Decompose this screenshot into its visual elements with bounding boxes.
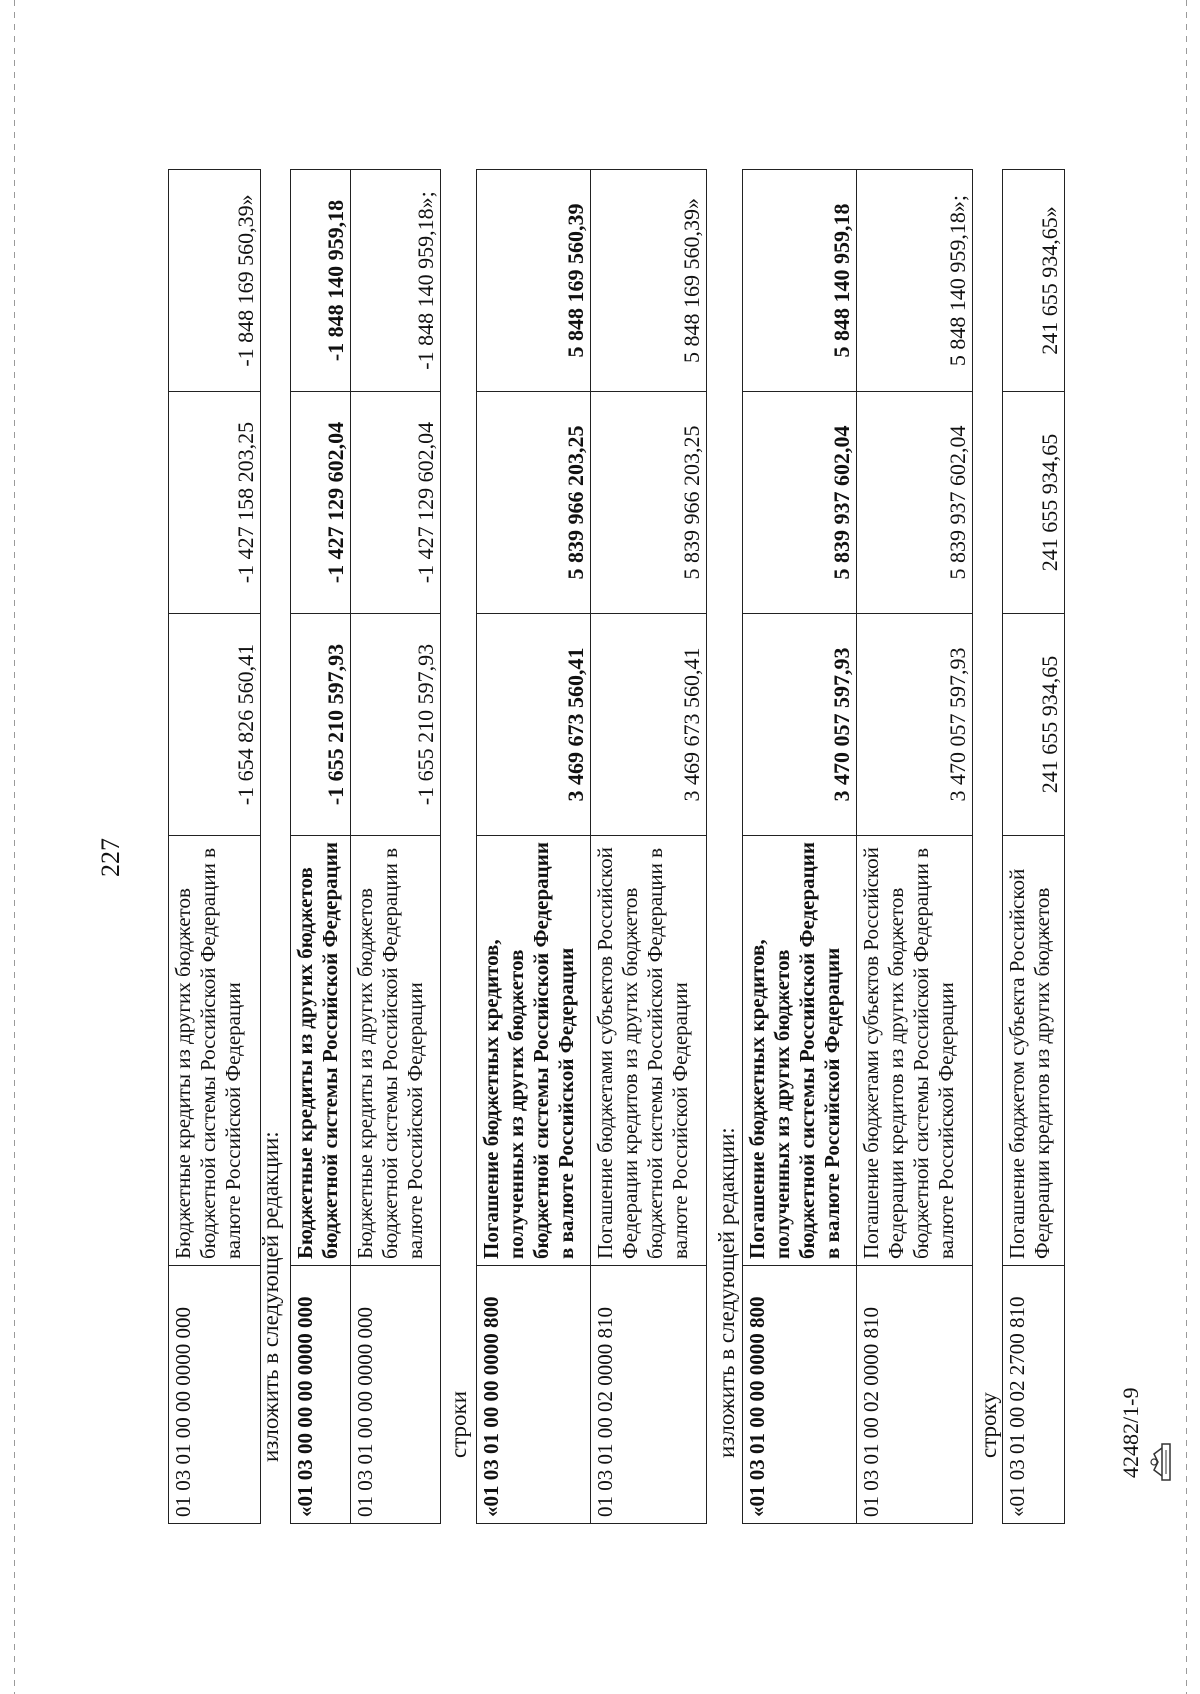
budget-item-name: Бюджетные кредиты из других бюджетов бюджетной системы Российской Федерации в валюте Российской Федерации [351,836,441,1266]
table-1 [168,169,261,1524]
amount-cell: -1 848 169 560,39» [169,170,261,392]
budget-item-name: Погашение бюджетами субъектов Российской Федерации кредитов из других бюджетов бюджетной системы Российской Федерации в валюте Российской Федерации [857,836,973,1266]
amount-cell: 5 839 966 203,25 [477,392,591,614]
budget-item-name: Погашение бюджетных кредитов, полученных из других бюджетов бюджетной системы Российской Федерации в валюте Российской Федерации [743,836,857,1266]
budget-code: 01 03 01 00 02 0000 810 [591,1266,707,1524]
instruction-text: изложить в следующей редакции: [258,1131,283,1462]
table-3 [476,169,707,1524]
instruction-text: строки [446,1390,471,1458]
budget-item-name: Погашение бюджетом субъекта Российской Федерации кредитов из других бюджетов [1003,836,1065,1266]
amount-cell: 5 848 140 959,18 [743,170,857,392]
amount-cell: 241 655 934,65» [1003,170,1065,392]
table-4 [742,169,973,1524]
amount-cell: -1 654 826 560,41 [169,614,261,836]
amount-cell: -1 427 158 203,25 [169,392,261,614]
budget-code: «01 03 01 00 00 0000 800 [477,1266,591,1524]
amount-cell: 5 839 966 203,25 [591,392,707,614]
table-row [743,170,857,1524]
amount-cell: 5 839 937 602,04 [857,392,973,614]
amount-cell: -1 427 129 602,04 [291,392,351,614]
amount-cell: 241 655 934,65 [1003,392,1065,614]
amount-cell: -1 427 129 602,04 [351,392,441,614]
budget-code: «01 03 01 00 02 2700 810 [1003,1266,1065,1524]
table-row [169,170,261,1524]
amount-cell: 241 655 934,65 [1003,614,1065,836]
instruction-text: изложить в следующей редакции: [714,1127,739,1458]
table-row [591,170,707,1524]
table-5 [1002,169,1065,1524]
budget-code: 01 03 01 00 00 0000 000 [351,1266,441,1524]
table-row [477,170,591,1524]
table-row [1003,170,1065,1524]
amount-cell: 3 470 057 597,93 [857,614,973,836]
amount-cell: 5 839 937 602,04 [743,392,857,614]
amount-cell: 3 470 057 597,93 [743,614,857,836]
amount-cell: -1 655 210 597,93 [291,614,351,836]
table-row [857,170,973,1524]
amount-cell: 3 469 673 560,41 [591,614,707,836]
table-2 [290,169,441,1524]
amount-cell: 5 848 169 560,39 [477,170,591,392]
budget-code: «01 03 01 00 00 0000 800 [743,1266,857,1524]
budget-item-name: Бюджетные кредиты из других бюджетов бюджетной системы Российской Федерации [291,836,351,1266]
instruction-text: строку [976,1392,1001,1458]
amount-cell: 5 848 169 560,39» [591,170,707,392]
amount-cell: 5 848 140 959,18»; [857,170,973,392]
budget-item-name: Погашение бюджетных кредитов, полученных из других бюджетов бюджетной системы Российской Федерации в валюте Российской Федерации [477,836,591,1266]
budget-code: 01 03 01 00 02 0000 810 [857,1266,973,1524]
emblem-icon [1148,1442,1172,1482]
table-row [291,170,351,1524]
page-number: 227 [96,838,125,877]
amount-cell: -1 655 210 597,93 [351,614,441,836]
amount-cell: -1 848 140 959,18»; [351,170,441,392]
amount-cell: -1 848 140 959,18 [291,170,351,392]
budget-item-name: Бюджетные кредиты из других бюджетов бюджетной системы Российской Федерации в валюте Российской Федерации [169,836,261,1266]
budget-item-name: Погашение бюджетами субъектов Российской Федерации кредитов из других бюджетов бюджетной системы Российской Федерации в валюте Российской Федерации [591,836,707,1266]
amount-cell: 3 469 673 560,41 [477,614,591,836]
budget-code: «01 03 00 00 00 0000 000 [291,1266,351,1524]
table-row [351,170,441,1524]
budget-code: 01 03 01 00 00 0000 000 [169,1266,261,1524]
document-code: 42482/1-9 [1118,1387,1143,1478]
